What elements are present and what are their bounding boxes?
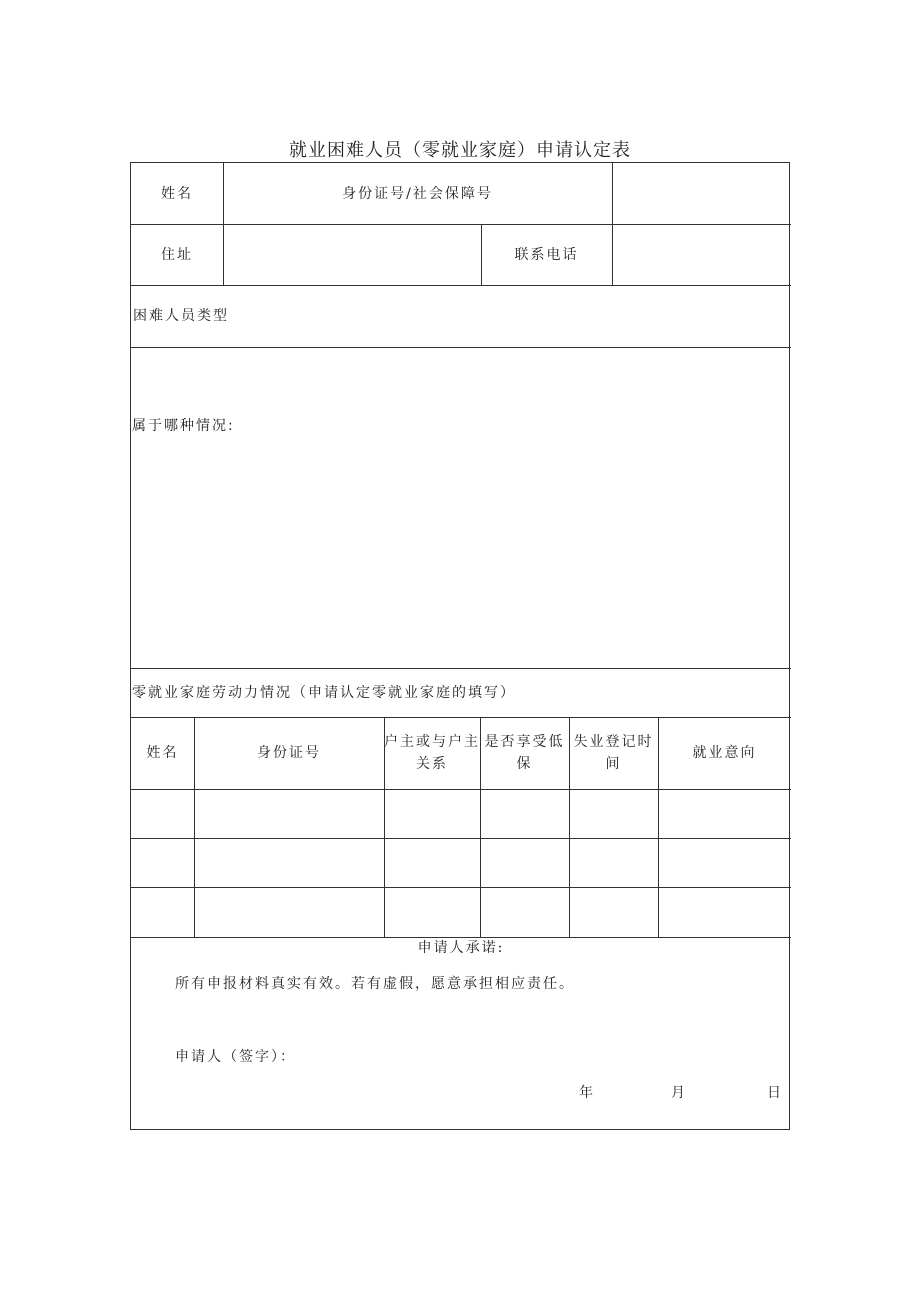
row-divider [131,347,791,348]
household-row-2-relation[interactable] [384,838,480,887]
col-header-name: 姓名 [146,745,179,761]
household-row-3-relation[interactable] [384,887,480,937]
household-row-1-name[interactable] [131,789,194,838]
household-row-1-allowance[interactable] [480,789,569,838]
col-header-relation [384,717,480,789]
col-header-relation-line2: 关系 [416,756,448,772]
category-label: 困难人员类型 [133,308,229,324]
situation-label: 属于哪种情况: [132,418,235,434]
household-row-3-allowance[interactable] [480,887,569,937]
signature-label: 申请人（签字）： [175,1049,296,1065]
date-day-label: 日 [767,1085,783,1101]
household-row-2-id[interactable] [194,838,384,887]
situation-field[interactable] [131,347,791,668]
household-row-1-id[interactable] [194,789,384,838]
household-row-1-intent[interactable] [658,789,791,838]
col-header-unemployment-line1: 失业登记时 [573,734,654,750]
phone-field[interactable] [612,224,791,285]
household-row-3-name[interactable] [131,887,194,937]
household-section-label: 零就业家庭劳动力情况（申请认定零就业家庭的填写） [132,684,516,701]
date-month-label: 月 [671,1085,687,1101]
address-field[interactable] [223,224,481,285]
household-row-1-unemployment-date[interactable] [569,789,658,838]
col-header-intent: 就业意向 [692,745,757,761]
address-label: 住址 [161,246,193,263]
form-title: 就业困难人员（零就业家庭）申请认定表 [289,140,631,161]
pledge-heading: 申请人承诺: [417,940,505,956]
col-header-allowance-line2: 保 [516,756,533,772]
household-row-2-intent[interactable] [658,838,791,887]
household-row-3-id[interactable] [194,887,384,937]
household-row-2-name[interactable] [131,838,194,887]
col-header-unemployment-line2: 间 [605,756,622,772]
col-header-allowance-line1: 是否享受低 [484,734,565,750]
name-label: 姓名 [161,185,193,202]
household-row-3-unemployment-date[interactable] [569,887,658,937]
household-row-3-intent[interactable] [658,887,791,937]
household-row-2-allowance[interactable] [480,838,569,887]
col-header-relation-line1: 户主或与户主 [384,734,480,750]
col-header-id: 身份证号 [257,745,321,761]
phone-label: 联系电话 [514,246,579,263]
id-field[interactable] [612,163,791,224]
col-header-unemployment-date [569,717,658,789]
id-label: 身份证号/社会保障号 [342,185,493,202]
household-row-2-unemployment-date[interactable] [569,838,658,887]
application-form [130,162,790,1130]
household-row-1-relation[interactable] [384,789,480,838]
col-header-allowance [480,717,569,789]
date-year-label: 年 [579,1085,595,1101]
pledge-statement: 所有申报材料真实有效。若有虚假，愿意承担相应责任。 [175,976,575,992]
